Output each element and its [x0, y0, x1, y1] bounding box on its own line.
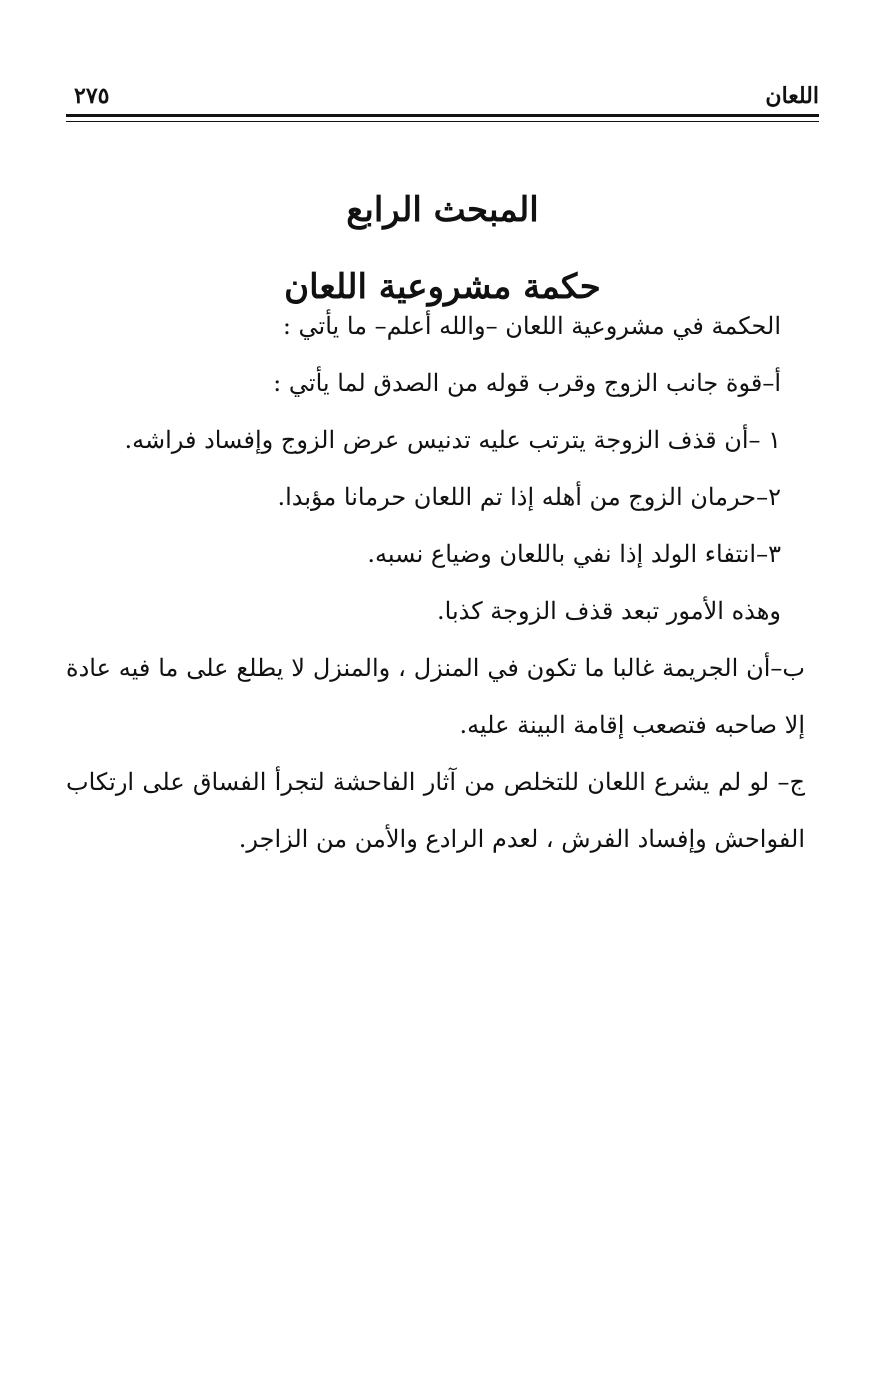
paragraph-point-b: ب–أن الجريمة غالبا ما تكون في المنزل ، والمنزل لا يطلع على ما فيه عادة إلا صاحبه فتصعب إقامة البينة عليه. [66, 654, 805, 739]
header-rule-thick [66, 114, 819, 117]
section-subtitle: حكمة مشروعية اللعان [284, 267, 601, 308]
paragraph-intro: الحكمة في مشروعية اللعان –والله أعلم– ما يأتي : [282, 312, 781, 340]
body-text [66, 298, 805, 868]
paragraph-point-a: أ–قوة جانب الزوج وقرب قوله من الصدق لما يأتي : [273, 369, 781, 397]
paragraph-item-3: ٣–انتفاء الولد إذا نفي باللعان وضياع نسبه. [367, 540, 781, 568]
section-title: المبحث الرابع [346, 189, 539, 230]
paragraph-point-c: ج– لو لم يشرع اللعان للتخلص من آثار الفاحشة لتجرأ الفساق على ارتكاب الفواحش وإفساد الفرش ، لعدم الرادع والأمن من الزاجر. [66, 768, 805, 853]
running-header [66, 78, 819, 114]
page-number: ٢٧٥ [74, 83, 110, 109]
header-rule-thin [66, 121, 819, 122]
paragraph-item-1: ١ –أن قذف الزوجة يترتب عليه تدنيس عرض الزوج وإفساد فراشه. [124, 426, 781, 454]
running-title: اللعان [765, 83, 819, 109]
paragraph-item-2: ٢–حرمان الزوج من أهله إذا تم اللعان حرمانا مؤبدا. [277, 483, 781, 511]
paragraph-conclusion-a: وهذه الأمور تبعد قذف الزوجة كذبا. [437, 597, 781, 625]
